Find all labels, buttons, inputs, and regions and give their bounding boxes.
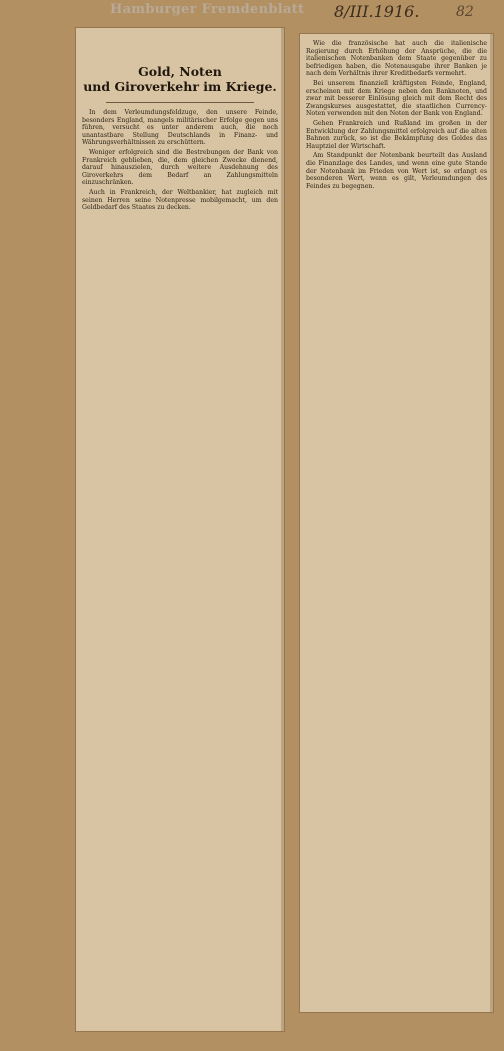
paragraph: Am Standpunkt der Notenbank beurteilt das Ausland die Finanzlage des Landes, und wenn eine gute Stande der Notenbank im Frieden von Wert ist, so erlangt es besonderen Wert, wenn es gilt, Verleumdungen des Feindes zu begegnen. — [306, 152, 487, 190]
title-divider — [106, 102, 254, 103]
clipping-edge-shadow — [490, 34, 493, 1012]
paragraph: Bei unserem finanziell kräftigsten Feinde, England, erscheinen mit dem Kriege neben den Banknoten, und zwar mit besserer Einlösung gleich mit dem Recht des Zwangskurses ausgestattet, die staatlichen Currency-Noten verwenden mit den Noten der Bank von England. — [306, 79, 487, 118]
page-number: 82 — [456, 4, 474, 20]
left-column-text — [82, 109, 278, 212]
article-title — [82, 64, 278, 94]
right-column-text — [306, 40, 487, 190]
clipping-right-column — [300, 34, 493, 1012]
newspaper-masthead: Hamburger Fremdenblatt — [110, 2, 305, 17]
handwritten-date: 8/III.1916. — [334, 2, 420, 21]
clipping-left-column — [76, 28, 284, 1031]
paragraph: Weniger erfolgreich sind die Bestrebungen der Bank von Frankreich geblieben, die, dem gleichen Zwecke dienend, darauf hinauszielen, durch weitere Ausdehnung des Giroverkehrs dem Bedarf an Zahlungsmitteln einzuschränken. — [82, 148, 278, 187]
article-title-line-1: Gold, Noten — [138, 64, 222, 79]
paragraph: Auch in Frankreich, der Weltbankier, hat zugleich mit seinen Herren seine Notenpresse mobilgemacht, um den Geldbedarf des Staates zu decken. — [82, 188, 278, 212]
paragraph: In dem Verleumdungsfeldzuge, den unsere Feinde, besonders England, mangels militärischer Erfolge gegen uns führen, versucht es unter anderem auch, die noch unantastbare Stellung Deutschlands in Finanz- und Währungsverhältnissen zu erschüttern. — [82, 109, 278, 147]
paragraph: Gehen Frankreich und Rußland im großen in der Entwicklung der Zahlungsmittel erfolgreich auf die alten Bahnen zurück, so ist die Bekämpfung des Goldes das Hauptziel der Wirtschaft. — [306, 119, 487, 150]
clipping-edge-shadow — [281, 28, 284, 1031]
article-title-line-2: und Giroverkehr im Kriege. — [83, 79, 277, 94]
paragraph: Wie die französische hat auch die italienische Regierung durch Erhöhung der Ansprüche, die die italienischen Notenbanken dem Staate gegenüber zu befriedigen haben, die Notenausgabe ihrer Banken je nach dem Verhältnis ihrer Kreditbedarfs vermehrt. — [306, 40, 487, 78]
